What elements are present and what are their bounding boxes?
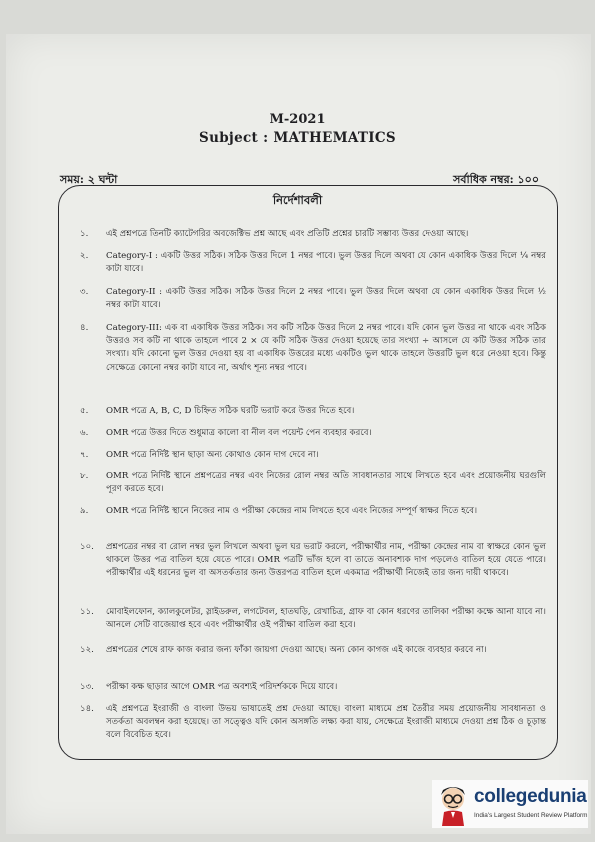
subject-title: Subject : MATHEMATICS [199, 130, 396, 146]
instruction-number: ৭. [80, 450, 89, 460]
instruction-number: ৩. [80, 287, 89, 297]
instructions-title: নির্দেশাবলী [272, 193, 323, 207]
instruction-text: OMR পত্রে উত্তর দিতে শুধুমাত্র কালো বা নীল বল পয়েন্ট পেন ব্যবহার করবে। [106, 428, 372, 438]
instruction-text: OMR পত্রে A, B, C, D চিহ্নিত সঠিক ঘরটি ভরাট করে উত্তর দিতে হবে। [106, 406, 355, 416]
instruction-text: OMR পত্রে নির্দিষ্ট স্থানে প্রশ্নপত্রের নম্বর এবং নিজের রোল নম্বর অতি সাবধানতার সাথে লিখতে হবে এবং প্রয়োজনীয় ঘরগুলি পূরণ করতে হবে। [106, 471, 546, 495]
instruction-number: ২. [80, 251, 89, 261]
instruction-number: ৯. [80, 506, 89, 516]
instruction-text: OMR পত্রে নির্দিষ্ট স্থান ছাড়া অন্য কোথাও কোন দাগ দেবে না। [106, 450, 319, 460]
instruction-number: ১৪. [80, 704, 94, 714]
full-marks: সর্বাধিক নম্বর: ১০০ [453, 173, 539, 186]
instruction-number: ১. [80, 229, 89, 239]
watermark-tagline: India's Largest Student Review Platform [474, 812, 588, 819]
instruction-text: Category-II : একটি উত্তর সঠিক। সঠিক উত্তর দিলে 2 নম্বর পাবে। ভুল উত্তর দিলে অথবা যে কোন একাধিক উত্তর দিলে ½ নম্বর কাটা যাবে। [106, 287, 546, 311]
watermark-brand: collegedunia [474, 786, 587, 807]
instruction-number: ১০. [80, 542, 94, 552]
instruction-number: ১৩. [80, 682, 94, 692]
instruction-text: Category-III: এক বা একাধিক উত্তর সঠিক। সব কটি সঠিক উত্তর দিলে 2 নম্বর পাবে। যদি কোন ভুল উত্তর না থাকে এবং সঠিক উত্তরও সব কটি না থাকে তাহলে পাবে 2 × যে কটি সঠিক উত্তর দেওয়া হয়েছে তার সংখ্যা ÷ আসলে যে কটি উত্তর সঠিক তার সংখ্যা। যদি কোনো ভুল উত্তর দেওয়া হয় বা একাধিক উত্তরের মধ্যে একটিও ভুল থাকে তাহলে উত্তরটি ভুল ধরে নেওয়া হবে। কিন্তু সেক্ষেত্রে কোনো নম্বর কাটা যাবে না, অর্থাৎ শূন্য নম্বর পাবে। [106, 323, 546, 373]
student-mascot-icon [434, 782, 472, 826]
instruction-number: ১২. [80, 645, 94, 655]
instruction-text: এই প্রশ্নপত্রে তিনটি ক্যাটেগরির অবজেক্টিভ প্রশ্ন আছে এবং প্রতিটি প্রশ্নের চারটি সম্ভাব্য উত্তর দেওয়া আছে। [106, 229, 469, 239]
paper-code: M-2021 [269, 112, 326, 127]
instruction-number: ৪. [80, 323, 89, 333]
instruction-text: OMR পত্রে নির্দিষ্ট স্থানে নিজের নাম ও পরীক্ষা কেন্দ্রের নাম লিখতে হবে এবং নিজের সম্পূর্ণ স্বাক্ষর দিতে হবে। [106, 506, 478, 516]
instruction-text: এই প্রশ্নপত্রে ইংরাজী ও বাংলা উভয় ভাষাতেই প্রশ্ন দেওয়া আছে। বাংলা মাধ্যমে প্রশ্ন তৈরীর সময় প্রয়োজনীয় সাবধানতা ও সতর্কতা অবলম্বন করা হয়েছে। তা সত্ত্বেও যদি কোন অসঙ্গতি লক্ষ্য করা যায়, সেক্ষেত্রে ইংরাজী মাধ্যমে দেওয়া প্রশ্ন ঠিক ও চূড়ান্ত বলে বিবেচিত হবে। [106, 704, 546, 741]
instruction-number: ৫. [80, 406, 89, 416]
instruction-text: প্রশ্নপত্রের নম্বর বা রোল নম্বর ভুল লিখলে অথবা ভুল ঘর ভরাট করলে, পরীক্ষার্থীর নাম, পরীক্ষা কেন্দ্রের নাম বা স্বাক্ষরে কোন ভুল থাকলে উত্তর পত্র বাতিল হয়ে যেতে পারে। OMR পত্রটি ভাঁজ হলে বা তাতে অনাবশ্যক দাগ পড়লেও বাতিল হয়ে যেতে পারে। পরীক্ষার্থীর এই ধরনের ভুল বা অসতর্কতার জন্য উত্তরপত্র বাতিল হলে একমাত্র পরীক্ষার্থী নিজেই তার জন্য দায়ী থাকবে। [106, 542, 546, 579]
instruction-text: প্রশ্নপত্রের শেষে রাফ কাজ করার জন্য ফাঁকা জায়গা দেওয়া আছে। অন্য কোন কাগজ এই কাজে ব্যবহার করবে না। [106, 645, 487, 655]
instruction-text: মোবাইলফোন, ক্যালকুলেটর, স্লাইডরুল, লগটেবল, হাতঘড়ি, রেখাচিত্র, গ্রাফ বা কোন ধরণের তালিকা পরীক্ষা কক্ষে আনা যাবে না। আনলে সেটি বাজেয়াপ্ত হবে এবং পরীক্ষার্থীর ওই পরীক্ষা বাতিল করা হবে। [106, 607, 546, 631]
time-allowed: সময়: ২ ঘন্টা [60, 173, 118, 186]
instruction-number: ৬. [80, 428, 89, 438]
instruction-text: পরীক্ষা কক্ষ ছাড়ার আগে OMR পত্র অবশ্যই পরিদর্শককে দিয়ে যাবে। [106, 682, 338, 692]
instruction-text: Category-I : একটি উত্তর সঠিক। সঠিক উত্তর দিলে 1 নম্বর পাবে। ভুল উত্তর দিলে অথবা যে কোন একাধিক উত্তর দিলে ¼ নম্বর কাটা যাবে। [106, 251, 546, 275]
instruction-number: ৮. [80, 471, 89, 481]
instruction-number: ১১. [80, 607, 94, 617]
collegedunia-watermark [432, 780, 588, 828]
